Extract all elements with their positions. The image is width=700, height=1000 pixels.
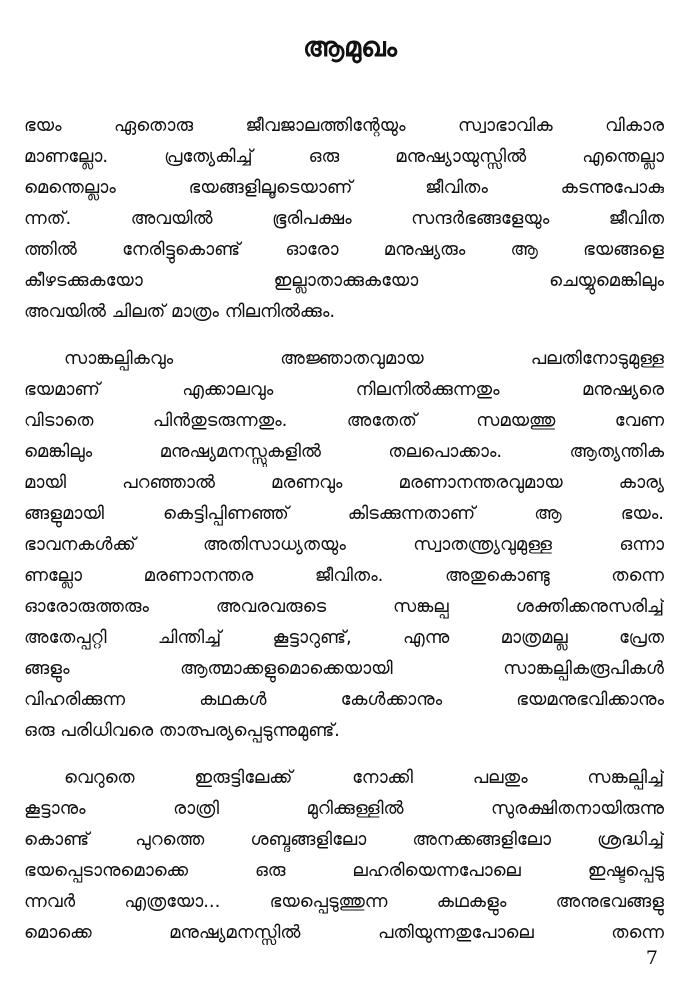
text-line: വിടാതെ പിൻതുടരുന്നതും. അതേത് സമയത്തു വേണ (24, 410, 664, 431)
text-line: ഭയം ഏതൊരു ജീവജാലത്തിന്റേയും സ്വാഭാവിക വികാര (24, 115, 664, 136)
text-line: വിഹരിക്കുന്ന കഥകൾ കേൾക്കാനും ഭയമനുഭവിക്കാനും (24, 689, 664, 710)
text-line: മായി പറഞ്ഞാൽ മരണവും മരണാനന്തരവുമായ കാര്യ (24, 472, 664, 493)
paragraph-3 (24, 762, 664, 948)
paragraph-1 (24, 110, 664, 327)
text-line: അതേപ്പറ്റി ചിന്തിച്ച് കൂട്ടാറുണ്ട്, എന്നു മാത്രമല്ല പ്രേത (24, 627, 664, 648)
paragraph-2 (24, 343, 664, 746)
text-line: ഭയപ്പെടാനുമൊക്കെ ഒരു ലഹരിയെന്നപോലെ ഇഷ്ടപ്പെടു (24, 860, 664, 881)
text-line: മെന്തെല്ലാം ഭയങ്ങളിലൂടെയാണ് ജീവിതം കടന്നുപോകു (24, 177, 664, 198)
text-line: ണല്ലോ മരണാനന്തര ജീവിതം. അതുകൊണ്ടു തന്നെ (24, 565, 664, 586)
text-line: ങ്ങളുമായി കെട്ടിപ്പിണഞ്ഞ് കിടക്കുന്നതാണ് ആ ഭയം. (24, 503, 664, 524)
text-line: ഭയമാണ് എക്കാലവും നിലനിൽക്കുന്നതും മനുഷ്യരെ (24, 379, 664, 400)
text-line: അവയിൽ ചിലത് മാത്രം നിലനിൽക്കും. (24, 301, 336, 322)
text-line: ഭാവനകൾക്ക് അതിസാധ്യതയും സ്വാതന്ത്ര്യവുമുള്ള ഒന്നാ (24, 534, 664, 555)
text-line: കൊണ്ട് പുറത്തെ ശബ്ദങ്ങളിലോ അനക്കങ്ങളിലോ ശ്രദ്ധിച്ച് (24, 829, 664, 850)
text-line: ന്നവർ എത്രയോ... ഭയപ്പെടുത്തുന്ന കഥകളും അനുഭവങ്ങളു (24, 891, 664, 912)
text-line: വെറുതെ ഇരുട്ടിലേക്ക് നോക്കി പലതും സങ്കല്പിച്ച് (64, 767, 664, 788)
page-number: 7 (645, 947, 658, 969)
text-line: ങ്ങളും ആത്മാക്കളുമൊക്കെയായി സാങ്കല്പികരൂപികൾ (24, 658, 664, 679)
text-line: മെങ്കിലും മനുഷ്യമനസ്സുകളിൽ തലപൊക്കാം. ആത്യന്തിക (24, 441, 664, 462)
text-line: ഓരോരുത്തരും അവരവരുടെ സങ്കല്പ ശക്തിക്കനുസരിച്ച് (24, 596, 664, 617)
text-line: ഒരു പരിധിവരെ താത്പര്യപ്പെടുന്നുമുണ്ട്. (24, 720, 340, 741)
page-title: ആമുഖം (303, 32, 397, 63)
text-line: ത്തിൽ നേരിട്ടുകൊണ്ട് ഓരോ മനുഷ്യരും ആ ഭയങ്ങളെ (24, 239, 664, 260)
text-line: ന്നത്. അവയിൽ ഭൂരിപക്ഷം സന്ദർഭങ്ങളേയും ജീവിത (24, 208, 664, 229)
text-line: മാണല്ലോ. പ്രത്യേകിച്ച് ഒരു മനുഷ്യായുസ്സിൽ എന്തെല്ലാ (24, 146, 664, 167)
text-line: കീഴടക്കുകയോ ഇല്ലാതാക്കുകയോ ചെയ്യുമെങ്കിലും (24, 270, 664, 291)
text-line: സാങ്കല്പികവും അജ്ഞാതവുമായ പലതിനോടുമുള്ള (64, 348, 664, 369)
text-line: മൊക്കെ മനുഷ്യമനസ്സിൽ പതിയുന്നതുപോലെ തന്നെ (24, 922, 664, 943)
text-line: കൂട്ടാനും രാത്രി മുറിക്കുള്ളിൽ സുരക്ഷിതനായിരുന്നു (24, 798, 664, 819)
body-text (24, 110, 664, 964)
